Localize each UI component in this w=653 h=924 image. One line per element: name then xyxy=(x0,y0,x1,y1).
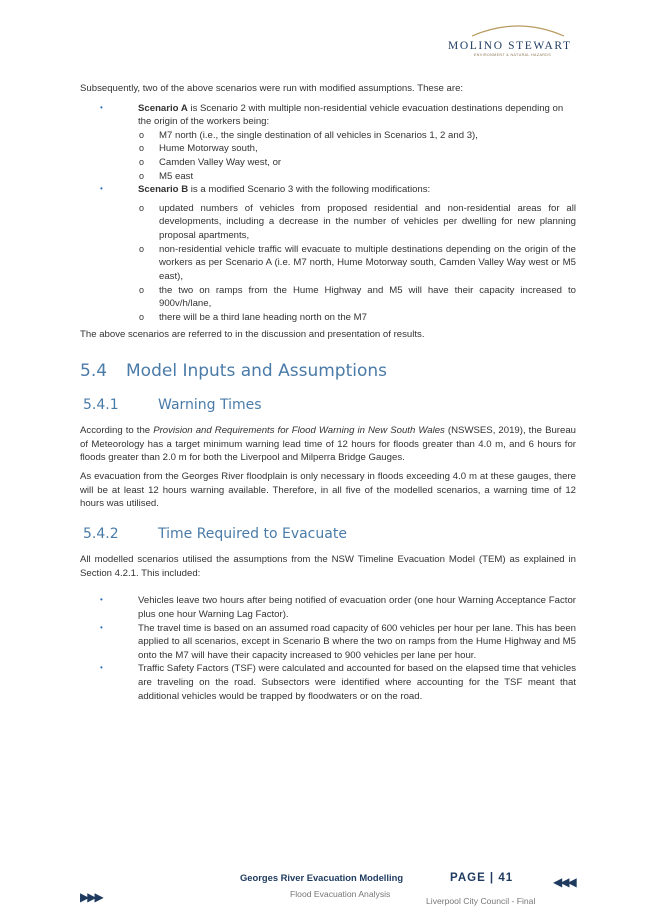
list-item: • Traffic Safety Factors (TSF) were calculated and accounted for based on the elapsed time that vehicles are traveling on the road. Subsectors were identified where accounting for the TSF meant that additional vehicles would be trapped by floodwaters or on the road. xyxy=(100,663,576,702)
logo-name: MOLINO STEWART xyxy=(448,40,572,52)
evacuate-intro: All modelled scenarios utilised the assumptions from the NSW Timeline Evacuation Model (TEM) as explained in Section 4.2.1. This included: xyxy=(80,554,576,579)
circle-bullet-icon: o xyxy=(139,202,145,213)
footer-subtitle: Flood Evacuation Analysis xyxy=(290,889,391,899)
scenario-a-name: Scenario A xyxy=(138,102,188,114)
list-item: o the two on ramps from the Hume Highway and M5 will have their capacity increased to 900v/h/lane, xyxy=(139,284,576,310)
circle-bullet-icon: o xyxy=(139,157,145,168)
list-item: o Hume Motorway south, xyxy=(139,143,258,155)
scenario-a-text: is Scenario 2 with multiple non-residential vehicle evacuation destinations depending on the origin of the workers being: xyxy=(138,102,564,128)
scenario-a-sublist xyxy=(138,129,576,183)
circle-bullet-icon: o xyxy=(139,243,145,254)
warning-paragraph-2: As evacuation from the Georges River floodplain is only necessary in floods exceeding 4.0 m at these gauges, there will be at least 12 hours warning available. Therefore, in all five of the modelled scenarios, a warning time of 12 hours was utilised. xyxy=(80,471,576,510)
scenario-a-item xyxy=(80,102,576,184)
scenario-b-sublist xyxy=(138,202,576,324)
bullet-icon: • xyxy=(100,663,103,673)
logo-tagline: ENVIRONMENT & NATURAL HAZARDS xyxy=(474,53,552,57)
bullet-icon: • xyxy=(100,184,103,194)
scenario-b-name: Scenario B xyxy=(138,184,189,196)
bullet-icon: • xyxy=(100,102,103,112)
arrows-left-icon: ◀◀◀ xyxy=(553,875,575,889)
scenario-b-text: is a modified Scenario 3 with the following modifications: xyxy=(188,184,431,196)
list-item: • The travel time is based on an assumed road capacity of 600 vehicles per hour per lane. This has been applied to all scenarios, except in Scenario B where the two on ramps from the Hume Highway and M5 onto the M7 will have their capacity increased to 900 vehicles per lane per hour. xyxy=(100,622,576,661)
scenario-list xyxy=(80,102,576,325)
circle-bullet-icon: o xyxy=(139,311,145,322)
list-item: o updated numbers of vehicles from proposed residential and non-residential areas for all developments, including a decrease in the number of vehicles per dwelling for new planning proposal apartments, xyxy=(139,202,576,242)
evacuate-heading xyxy=(83,525,576,543)
circle-bullet-icon: o xyxy=(139,143,145,154)
publication-title: Provision and Requirements for Flood Warning in New South Wales xyxy=(153,425,445,437)
logo-arc-icon xyxy=(468,22,568,38)
warning-paragraph-1: According to the Provision and Requirements for Flood Warning in New South Wales (NSWSES, 2019), the Bureau of Meteorology has a target minimum warning lead time of 12 hours for floods greater than 4.0 m, and 6 hours for floods greater than 2.0 m for both the Liverpool and Milperra Bridge Gauges. xyxy=(80,425,577,464)
footer-client: Liverpool City Council - Final xyxy=(426,896,536,906)
section-number: 5.4 xyxy=(80,360,108,381)
summary-paragraph: The above scenarios are referred to in the discussion and presentation of results. xyxy=(80,329,425,341)
section-heading xyxy=(80,360,576,382)
evacuate-title: Time Required to Evacuate xyxy=(158,525,347,542)
intro-paragraph: Subsequently, two of the above scenarios were run with modified assumptions. These are: xyxy=(80,83,464,94)
circle-bullet-icon: o xyxy=(139,284,145,295)
footer-title: Georges River Evacuation Modelling xyxy=(240,872,404,883)
bullet-icon: • xyxy=(100,595,103,605)
warning-title: Warning Times xyxy=(158,397,262,414)
page-number: PAGE | 41 xyxy=(450,872,514,884)
arrows-right-icon: ▶▶▶ xyxy=(80,890,102,904)
scenario-b-item xyxy=(80,183,576,324)
list-item: • Vehicles leave two hours after being notified of evacuation order (one hour Warning Acceptance Factor plus one hour Warning Lag Factor). xyxy=(100,595,576,620)
bullet-icon: • xyxy=(100,622,103,632)
list-item: o non-residential vehicle traffic will evacuate to multiple destinations depending on the origin of the workers as per Scenario A (i.e. M7 north, Hume Motorway south, Camden Valley Way west or M5 east), xyxy=(139,243,576,282)
circle-bullet-icon: o xyxy=(139,170,145,181)
list-item: o M7 north (i.e., the single destination of all vehicles in Scenarios 1, 2 and 3), xyxy=(139,129,478,141)
list-item: o there will be a third lane heading north on the M7 xyxy=(139,311,367,323)
warning-heading xyxy=(83,396,576,414)
evacuate-list xyxy=(80,594,576,703)
evacuate-number: 5.4.2 xyxy=(83,525,119,542)
page-content xyxy=(80,82,576,703)
section-title: Model Inputs and Assumptions xyxy=(126,360,388,381)
circle-bullet-icon: o xyxy=(139,129,145,140)
warning-number: 5.4.1 xyxy=(83,397,119,414)
list-item: o M5 east xyxy=(139,170,194,182)
company-logo xyxy=(440,22,580,62)
list-item: o Camden Valley Way west, or xyxy=(139,157,282,169)
